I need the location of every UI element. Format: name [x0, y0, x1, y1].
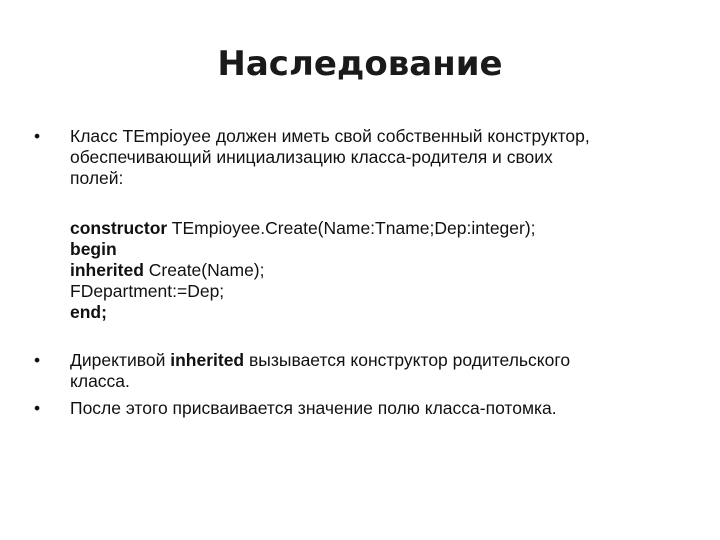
- bullet-2-prefix: Директивой: [70, 350, 171, 370]
- bullet-text-1: [70, 126, 690, 189]
- bullet-2-suffix: вызывается конструктор родительского: [244, 350, 571, 370]
- code-line-4: FDepartment:=Dep;: [70, 281, 225, 301]
- code-block: [70, 218, 536, 323]
- bullet-1-line-2: обеспечивающий инициализацию класса-родителя и своих: [70, 147, 553, 167]
- slide-title: Наследование: [217, 44, 503, 84]
- bullet-2-keyword: inherited: [170, 350, 245, 370]
- code-line-2: [70, 239, 536, 260]
- bullet-marker: •: [34, 126, 41, 146]
- keyword-begin: begin: [70, 239, 117, 259]
- keyword-constructor: constructor: [70, 218, 168, 238]
- code-line-3-rest: Create(Name);: [143, 260, 265, 280]
- bullet-1-line-1: Класс TEmpioyee должен иметь свой собственный конструктор,: [70, 126, 590, 146]
- code-line-1: [70, 218, 536, 239]
- keyword-end: end;: [70, 302, 107, 322]
- bullet-text-2: [70, 350, 690, 392]
- bullet-2-line-1: [70, 350, 690, 371]
- code-line-5: [70, 302, 536, 323]
- bullet-2-line-2: класса.: [70, 371, 130, 391]
- bullet-marker: •: [34, 398, 41, 418]
- code-line-3: [70, 260, 536, 281]
- bullet-1-line-3: полей:: [70, 168, 124, 188]
- code-line-1-rest: TEmpioyee.Create(Name:Tname;Dep:integer);: [167, 218, 536, 238]
- keyword-inherited: inherited: [70, 260, 144, 280]
- bullet-marker: •: [34, 350, 41, 370]
- bullet-text-3: После этого присваивается значение полю класса-потомка.: [70, 398, 557, 418]
